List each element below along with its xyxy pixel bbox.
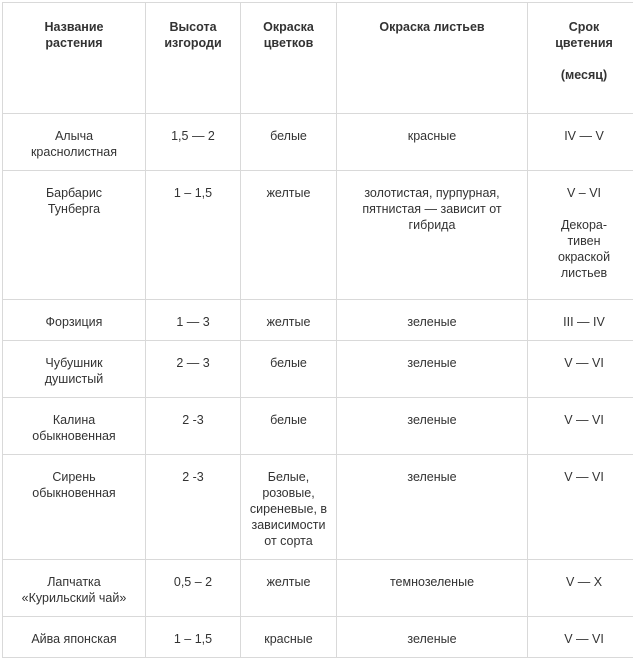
cell-bloom-period: V — VI xyxy=(528,398,633,455)
cell-plant-name: Айва японская xyxy=(3,617,146,658)
cell-leaf-color: зеленые xyxy=(337,617,528,658)
cell-flower-color: белые xyxy=(241,398,337,455)
cell-hedge-height: 2 -3 xyxy=(146,455,241,560)
cell-leaf-color: темнозеленые xyxy=(337,560,528,617)
cell-plant-name: Сирень обыкновенная xyxy=(3,455,146,560)
cell-leaf-color: золотистая, пурпурная, пятнистая — зависит от гибрида xyxy=(337,171,528,300)
cell-flower-color: красные xyxy=(241,617,337,658)
header-height: Высота изгороди xyxy=(146,3,241,114)
table-header xyxy=(3,3,633,114)
cell-leaf-color: красные xyxy=(337,114,528,171)
cell-hedge-height: 0,5 – 2 xyxy=(146,560,241,617)
cell-plant-name: Барбарис Тунберга xyxy=(3,171,146,300)
header-bloom-period: Срок цветения (месяц) xyxy=(528,3,633,114)
header-leaf-color: Окраска листьев xyxy=(337,3,528,114)
table-row xyxy=(3,171,633,300)
cell-bloom-period: V — X xyxy=(528,560,633,617)
header-flower-color: Окраска цветков xyxy=(241,3,337,114)
plants-table xyxy=(2,2,633,658)
table-row xyxy=(3,617,633,658)
cell-flower-color: желтые xyxy=(241,171,337,300)
cell-bloom-period: V — VI xyxy=(528,341,633,398)
header-row xyxy=(3,3,633,114)
cell-flower-color: желтые xyxy=(241,560,337,617)
cell-flower-color: белые xyxy=(241,114,337,171)
table-row xyxy=(3,300,633,341)
cell-hedge-height: 1 — 3 xyxy=(146,300,241,341)
cell-hedge-height: 1 – 1,5 xyxy=(146,617,241,658)
cell-flower-color: Белые, розовые, сиреневые, в зависимости от сорта xyxy=(241,455,337,560)
cell-bloom-period: V — VI xyxy=(528,617,633,658)
cell-bloom-period: IV — V xyxy=(528,114,633,171)
cell-hedge-height: 2 -3 xyxy=(146,398,241,455)
cell-plant-name: Калина обыкновенная xyxy=(3,398,146,455)
cell-flower-color: белые xyxy=(241,341,337,398)
cell-hedge-height: 2 — 3 xyxy=(146,341,241,398)
table-row xyxy=(3,398,633,455)
cell-leaf-color: зеленые xyxy=(337,300,528,341)
header-name: Название растения xyxy=(3,3,146,114)
cell-leaf-color: зеленые xyxy=(337,341,528,398)
table-row xyxy=(3,114,633,171)
table-container xyxy=(2,2,633,658)
cell-hedge-height: 1 – 1,5 xyxy=(146,171,241,300)
cell-bloom-period: III — IV xyxy=(528,300,633,341)
cell-bloom-period: V — VI xyxy=(528,455,633,560)
cell-plant-name: Алыча краснолистная xyxy=(3,114,146,171)
cell-bloom-period: V – VI Декора- тивен окраской листьев xyxy=(528,171,633,300)
cell-leaf-color: зеленые xyxy=(337,455,528,560)
cell-plant-name: Лапчатка «Курильский чай» xyxy=(3,560,146,617)
table-row xyxy=(3,341,633,398)
cell-flower-color: желтые xyxy=(241,300,337,341)
table-row xyxy=(3,455,633,560)
decorative-note: Декора- тивен окраской листьев xyxy=(534,217,633,281)
table-body xyxy=(3,114,633,658)
cell-leaf-color: зеленые xyxy=(337,398,528,455)
cell-hedge-height: 1,5 — 2 xyxy=(146,114,241,171)
cell-plant-name: Форзиция xyxy=(3,300,146,341)
cell-plant-name: Чубушник душистый xyxy=(3,341,146,398)
table-row xyxy=(3,560,633,617)
